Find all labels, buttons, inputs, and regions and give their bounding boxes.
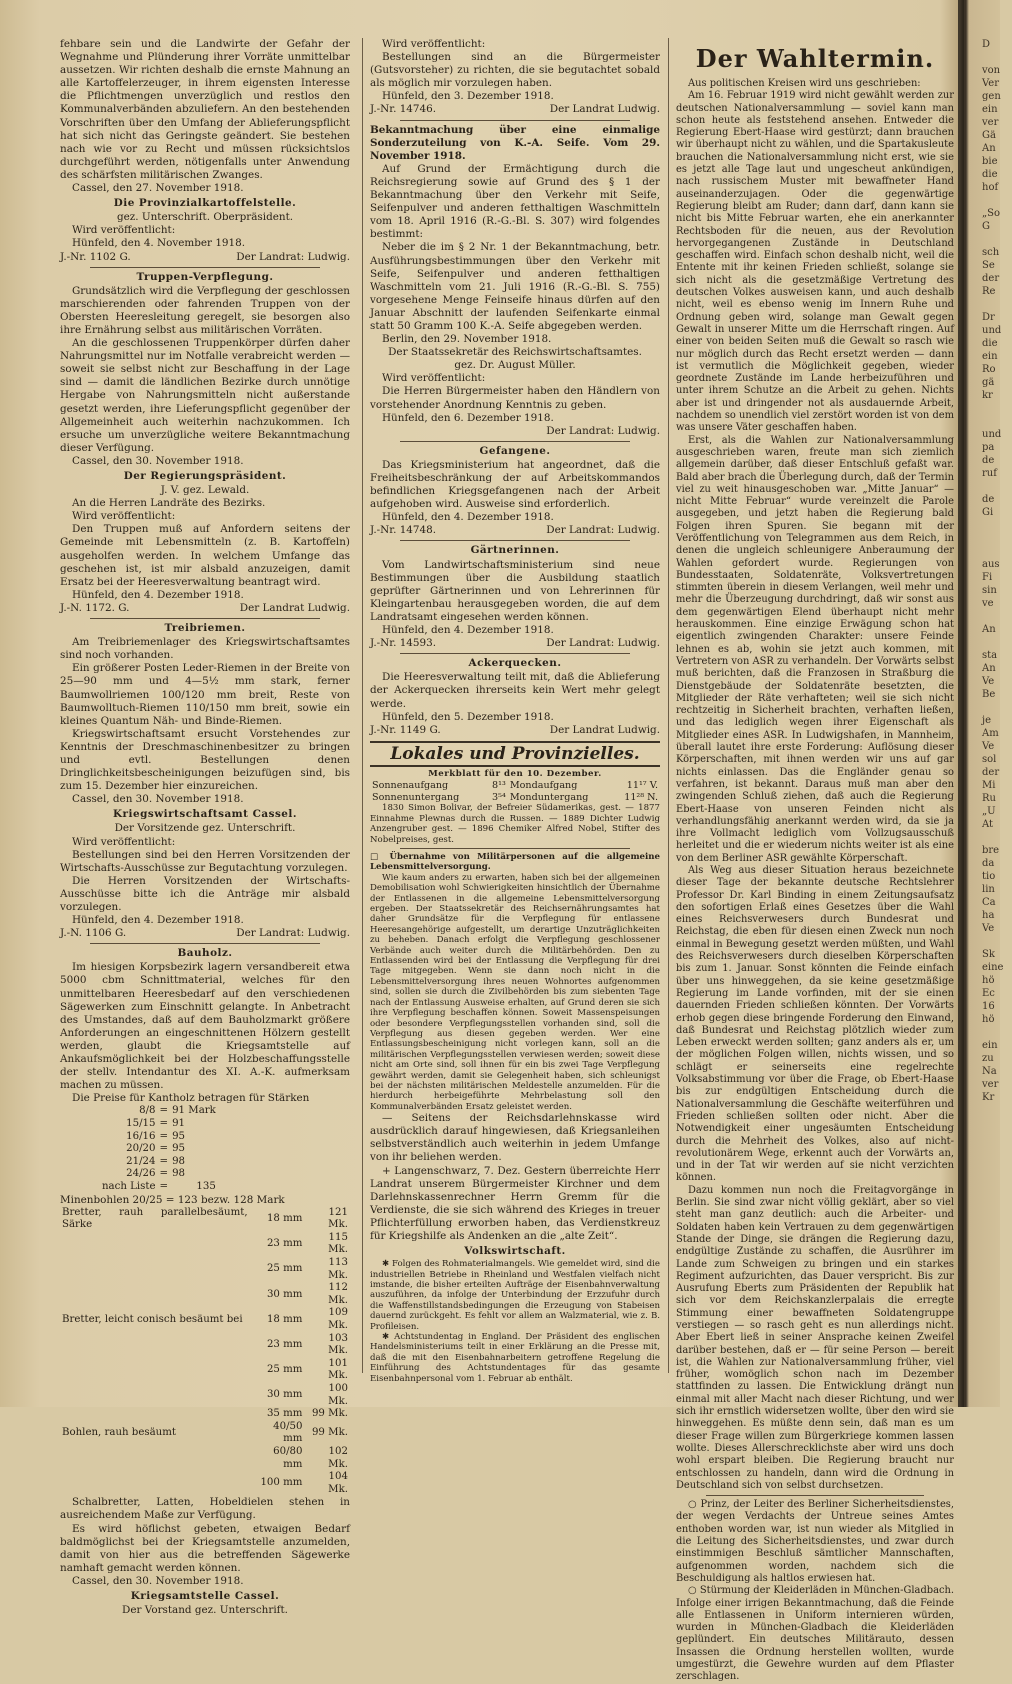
addressee: An die Herren Landräte des Bezirks. [72,497,266,510]
divider [400,653,630,654]
table-cell: 104 Mk. [328,1471,348,1495]
fragment-line: lin [982,884,995,895]
table-cell [60,1232,250,1257]
signature: Der Vorsitzende gez. Unterschrift. [114,822,296,835]
table-cell: 3⁵⁴ [492,791,506,803]
fragment-line: sta [982,650,998,661]
fragment-line: sol [982,754,997,765]
fragment-line: und [982,325,1002,336]
table-cell: = [159,1168,169,1180]
table-row [370,792,660,804]
table-row [100,1105,218,1118]
signature-line [370,724,660,737]
table-row [60,1333,350,1358]
fragment-line: die [982,338,998,349]
fragment-line: An [982,663,996,674]
section-banner: Lokales und Provinzielles. [370,741,660,767]
paragraph: Die Herren Vorsitzenden der Wirtschafts-Ausschüsse bitte ich die Anträge mir alsbald vorzulegen. [60,874,350,913]
org-name: Kriegsamtstelle Cassel. [130,1589,280,1602]
table-cell: 91 Mark [172,1105,216,1117]
table-cell: 25 mm [266,1364,303,1376]
table-cell: 100 mm [260,1477,303,1489]
table-cell: 25 mm [266,1263,303,1275]
fragment-line: „U [982,806,996,817]
signature: gez. Unterschrift. Oberpräsident. [116,211,294,224]
section-heading: Ackerquecken. [468,657,562,670]
fragment-line: Ec [982,988,995,999]
paragraph: An die geschlossenen Truppenkörper dürfen daher Nahrungsmittel nur im Notfalle verabreicht werden — soweit sie selbst nicht zur Beschaffung in der Lage sind — damit die ländlichen Bezirke durch unnötige Hergabe von Nahrungsmitteln nicht außerstande gesetzt werden, ihre Lieferungspflicht gegenüber der Allgemeinheit auch weiterhin nachzukommen. Ich ersuche um unverzügliche weitere Bekanntmachung dieser Verfügung. [60,337,350,454]
table-cell: 100 Mk. [328,1382,348,1407]
section-heading: Volkswirtschaft. [464,1245,566,1258]
fragment-line: tio [982,871,996,882]
fragment-line [982,532,1012,545]
paragraph: Wie kaum anders zu erwarten, haben sich bei der allgemeinen Demobilisation wohl Schwierigkeiten hinsichtlich der Übernahme der Entlassenen in die allgemeine Lebensmittelversorgung ergeben. Der Staatssekretär des Reichsernährungsamtes hat daher Grundsätze für die Verpflegung für entlassene Heeresangehörige aufgestellt, um derartige Unzuträglichkeiten zu beheben. Danach erfolgt die Verpflegung geschlossener Verbände auch weiter durch die Militärbehörden. Den zu Entlassenden wird bei der Entlassung die Verpflegung für drei Tage mitgegeben. Wenn sie dann noch nicht in die Lebensmittelversorgung ihres neuen Wohnortes aufgenommen sind, sollen sie durch die Zivilbehörden bis zum siebenten Tage nach der Entlassung Ausweise erhalten, auf Grund deren sie sich ihre Verpflegung beschaffen können. Soweit Massenspeisungen oder besondere Verpflegungsstellen vorhanden sind, soll die Verpflegung aus diesen gegeben werden. Wer eine Entlassungsbescheinigung nicht vorlegen kann, soll an die militärischen Verpflegungsstellen verwiesen werden; soweit diese nicht am Orte sind, soll ihnen für ein bis zwei Tage Verpflegung gewährt werden, damit sie Gelegenheit haben, sich schleunigst bei der nächsten militärischen Meldestelle anzumelden. Für die hierdurch herbeigeführte Mehrbelastung soll den Kommunalverbänden Ersatz geleistet werden. [370,872,660,1112]
paragraph: Die Heeresverwaltung teilt mit, daß die Ablieferung der Ackerquecken ihrerseits kein Wert mehr gelegt werde. [370,671,660,710]
table-row [60,1307,350,1332]
landrat-signature: Der Landrat Ludwig. [549,723,660,736]
org-name: Der Staatssekretär des Reichswirtschaftsamtes. [388,346,642,359]
table-cell: = [159,1143,169,1155]
table-cell: 60/80 mm [273,1445,303,1470]
astronomy-table [370,780,660,803]
fragment-line: Ro [982,364,996,375]
fragment-line: Ca [982,897,996,908]
section-heading: Gefangene. [479,444,551,457]
fragment-line: der [982,273,1000,284]
dateline: Hünfeld, den 4. November 1918. [72,237,246,250]
fragment-line: die [982,169,998,180]
org-name: Kriegswirtschaftsamt Cassel. [113,808,297,821]
section-heading: Treibriemen. [164,622,246,635]
column-1 [60,38,350,1617]
fragment-line: ver [982,117,999,128]
org-name: Die Provinzialkartoffelstelle. [113,197,297,210]
paragraph: Als Weg aus dieser Situation heraus bezeichnete dieser Tage der bekannte deutsche Rechtslehrer Professor Dr. Karl Binding in einem Zeitungsaufsatz den sofortigen Erlaß eines Gesetzes über die Wahl eines Reichsverwesers durch Bundesrat und Reichstag, die eben für diesen einen Zweck nun noch einmal in Bewegung gesetzt werden müßten, und Wahl des Reichsverwesers durch dieselben Körperschaften bis zum 1. Januar. Sonst könnten die Feinde einfach über uns hinweggehen, da sie keine gesetzmäßige Regierung im Lande vorfinden, mit der sie einen dauernden Frieden schließen könnten. Der Vorwärts erhob gegen diese bringende Forderung den Einwand, daß Bundesrat und Reichstag plötzlich wieder zum Leben erweckt werden sollten; ganz anders als er, um der möglichen Folgen willen, nichts wissen, und so schlägt er seinerseits eine regelrechte Volksabstimmung vor über die Frage, ob Ebert-Haase bis zur endgültigen Entscheidung durch die Nationalversammlung die Geschäfte weiterführen und Frieden schließen sollten oder nicht. Aber die Notwendigkeit einer ungesäumten Entscheidung durch die Mehrheit des Volkes, also auf nicht-revolutionärem Wege, erkennt auch der Vorwärts an, und in der Tat wir werden auf sie nicht verzichten können. [676,865,954,1184]
article-heading: □ Übernahme von Militärpersonen auf die allgemeine Lebensmittelversorgung. [370,852,660,873]
signature-line [370,637,660,650]
table-cell [60,1408,250,1421]
table-cell: 99 Mk. [311,1408,348,1420]
fragment-line [982,402,1012,415]
table-cell: 98 [172,1168,186,1180]
fragment-line [982,636,1012,649]
dateline: Hünfeld, den 4. Dezember 1918. [72,588,244,601]
paragraph: ✱ Achtstundentag in England. Der Präsident des englischen Handelsministeriums teilt in einer Erklärung an die Presse mit, daß die mit den Eisenbahnarbeitern getroffene Regelung die Einführung des Achtstundentages für das gesamte Eisenbahnpersonal vom 1. Februar ab enthält. [370,1332,660,1384]
table-cell [60,1383,250,1408]
paragraph: Neber die im § 2 Nr. 1 der Bekanntmachung, betr. Ausführungsbestimmungen über den Verkehr mit Seife, Seifenpulver und anderen fetthaltigen Waschmitteln vom 21. Juli 1916 (R.-G.-Bl. S. 755) vorgesehene Menge Feinseife hinaus dürfen auf den Januar Abschnitt der laufenden Seifenkarte einmal statt 50 Gramm 100 K.-A. Seife abgegeben werden. [370,241,660,332]
article-title: Der Wahltermin. [695,44,935,73]
section-heading: Gärtnerinnen. [470,544,560,557]
table-cell: 95 [172,1130,186,1142]
fragment-line: An [982,624,996,635]
price-table-bretter [60,1207,350,1497]
table-cell: 16/16 [126,1130,156,1142]
paragraph: ○ Stürmung der Kleiderläden in München-Gladbach. Infolge einer irrigen Bekanntmachung, daß die Feinde alle Entlassenen in Uniform internieren würden, wurden in München-Gladbach die Kleiderläden geplündert. Ein deutsches Militärauto, dessen Insassen die Ordnung herstellen wollten, wurde umgestürzt, die Gewehre wurden auf dem Pflaster zerschlagen. [676,1585,954,1683]
paragraph: Auf Grund der Ermächtigung durch die Reichsregierung sowie auf Grund des § 1 der Bekanntmachung über den Verkehr mit Seife, Seifenpulver und anderen fetthaltigen Waschmitteln vom 18. April 1916 (R.-G.-Bl. S. 307) wird folgendes bestimmt: [370,162,660,241]
table-row [60,1358,350,1383]
paragraph: Vom Landwirtschaftsministerium sind neue Bestimmungen über die Ausbildung staatlich geprüfter Gärtnerinnen und von Lehrerinnen für Kleingartenbau herausgegeben worden, die auf dem Landratsamt eingesehen werden können. [370,558,660,623]
section-heading: Bauholz. [177,947,233,960]
table-cell: 30 mm [266,1288,303,1300]
column-2 [370,38,660,1384]
table-cell: 40/50 mm [273,1420,303,1445]
dateline: Hünfeld, den 4. Dezember 1918. [72,914,244,927]
fragment-line: Na [982,1066,997,1077]
signature: Der Vorstand gez. Unterschrift. [122,1604,288,1617]
fragment-line: kr [982,390,993,401]
fragment-line: von [982,65,1001,76]
publication-note: Wird veröffentlicht: [382,372,486,385]
table-cell [60,1471,250,1496]
dateline: Hünfeld, den 4. Dezember 1918. [382,624,554,637]
table-cell: 35 mm [266,1408,303,1420]
table-cell: 121 Mk. [328,1206,348,1231]
fragment-line: je [982,715,992,726]
fragment-line: de [982,494,995,505]
journal-number: J.-Nr. 14746. [370,103,437,116]
journal-number: J.-Nr. 1102 G. [60,250,131,263]
fragment-line: Gi [982,507,994,518]
table-row [60,1471,350,1496]
table-cell: Bohlen, rauh besäumt [62,1427,176,1439]
table-cell: 99 Mk. [311,1427,348,1439]
table-cell: nach Liste [102,1180,156,1192]
dateline: Cassel, den 27. November 1918. [72,182,244,195]
fragment-line: ruf [982,468,997,479]
divider [400,540,630,541]
fragment-line: Ver [982,78,1000,89]
table-cell: 102 Mk. [328,1445,348,1470]
dateline: Cassel, den 30. November 1918. [72,1574,244,1587]
paragraph: Am 16. Februar 1919 wird nicht gewählt werden zur deutschen Nationalversammlung — soviel kann man schon heute als feststehend ansehen. Entweder die Regierung Ebert-Haase wird gestürzt; dann brauchen wir überhaupt nicht zu wählen, und die Spartakusleute brauchen die Nationalversammlung nicht erst, wie sie es jetzt alle Tage laut und ungescheut ankündigen, nach russischem Muster mit bewaffneter Hand auseinanderzujagen. Oder die gegenwärtige Regierung bleibt am Ruder; dann darf, dann kann sie nicht bis Mitte Februar warten, ehe ein anerkannter Rechtsboden für die neuen, aus der Revolution hervorgegangenen Zustände in Deutschland geschaffen wird. Einfach schon deshalb nicht, weil die Entente mit ihr keinen Frieden schließt, solange sie sich nicht als die gesetzmäßige Vertretung des deutschen Volkes ausweisen kann, und auch deshalb nicht, weil es ebenso wenig im Innern Ruhe und Ordnung geben wird, solange man Gewalt gegen Gewalt in unserer Mitte um die Herrschaft ringen. Auf einer von beiden Seiten muß die Gewalt so rasch wie nur möglich durch das Recht ersetzt werden — dann ist vermutlich die Möglichkeit gegeben, wieder geordnete Zustände im Lande herbeizuführen und unter ihrem Schutze an die Arbeit zu gehen. Nichts aber ist und dringender not als ausdauernde Arbeit, nachdem so unendlich viel zerstört worden ist von dem was unsere Väter geschaffen haben. [676,90,954,434]
table-cell [60,1358,250,1383]
fragment-line: ein [982,104,998,115]
paragraph: Ein größerer Posten Leder-Riemen in der Breite von 25—90 mm und 4—5½ mm stark, ferner Baumwollriemen 100/120 mm breit, Reste von Baumwolltuch-Riemen 110/150 mm breit, sowie ein kleines Quantum Näh- und Binde-Riemen. [60,662,350,727]
table-cell: 135 [196,1180,216,1192]
publication-note: Wird veröffentlicht: [72,510,176,523]
section-heading: Truppen-Verpflegung. [136,270,274,283]
fragment-line [982,415,1012,428]
subheading: Merkblatt für den 10. Dezember. [428,768,602,779]
landrat-signature: Der Landrat: Ludwig. [236,250,350,263]
divider [90,943,320,944]
fragment-line: ha [982,910,995,921]
paragraph: ✱ Folgen des Rohmaterialmangels. Wie gemeldet wird, sind die industriellen Betriebe in Rheinland und Westfalen vielfach nicht imstande, die bisher erteilten Aufträge der Eisenbahnverwaltung auszuführen, da infolge der Unterbindung der Erzzufuhr durch die Waffenstillstandsbedingungen die Erzeugung von Stabeisen dauernd zurückgeht. Es fehlt vor allem an Walzmaterial, wie z. B. Profileisen. [370,1259,660,1332]
table-cell: Monduntergang [509,791,589,803]
signature-line [370,103,660,116]
journal-number: J.-N. 1106 G. [60,927,127,940]
table-row [370,780,660,792]
table-cell: = [159,1118,169,1129]
fragment-line: Mi [982,780,996,791]
fragment-line: ein [982,1040,998,1051]
table-cell: 18 mm [266,1313,303,1325]
table-cell: = [159,1105,169,1117]
fragment-line: Gä [982,130,996,141]
paragraph: Bestellungen sind bei den Herren Vorsitzenden der Wirtschafts-Ausschüsse zur Begutachtung vorzulegen. [60,848,350,874]
fragment-line [982,480,1012,493]
signature-line [60,927,350,940]
fragment-line: hof [982,182,999,193]
fragment-line: „So [982,208,1001,219]
signature-line [60,251,350,264]
table-cell: 98 [172,1155,186,1167]
paragraph: Bestellungen sind an die Bürgermeister (Gutsvorsteher) zu richten, die sie begutachtet sobald als möglich mir vorzulegen haben. [370,51,660,90]
table-row [100,1118,218,1131]
fragment-line: Dr [982,312,995,323]
table-cell [60,1257,250,1282]
journal-number: J.-Nr. 1149 G. [370,723,441,736]
table-cell: 23 mm [266,1238,303,1250]
column-rule [362,38,363,1373]
table-cell [60,1333,250,1358]
divider [706,1495,924,1496]
fragment-line: zu [982,1053,994,1064]
table-cell: 8¹³ [492,780,506,792]
fragment-line [982,935,1012,948]
fragment-line: bie [982,156,998,167]
byline: Aus politischen Kreisen wird uns geschrieben: [688,78,921,89]
fragment-line [982,610,1012,623]
fragment-line: ve [982,598,994,609]
paragraph: 1830 Simon Bolivar, der Befreier Südamerikas, gest. — 1877 Einnahme Plewnas durch die Russen. — 1889 Dichter Ludwig Anzengruber gest. — 1896 Chemiker Alfred Nobel, Stifter des Nobelpreises, gest. [370,803,660,845]
table-cell: 103 Mk. [328,1332,348,1357]
landrat-signature: Der Landrat Ludwig. [239,601,350,614]
signature-line [370,524,660,537]
divider [400,848,630,849]
fragment-line: G [982,221,990,232]
table-cell: 113 Mk. [328,1257,348,1281]
table-cell: 18 mm [266,1212,303,1224]
landrat-signature: Der Landrat: Ludwig. [546,637,660,650]
fragment-line: Be [982,689,996,700]
table-row [100,1181,218,1194]
table-row [60,1207,350,1232]
fragment-line: und [982,429,1002,440]
fragment-line [982,1026,1012,1039]
fragment-line [982,51,1012,64]
paragraph: Minenbohlen 20/25 = 123 bezw. 128 Mark [60,1193,285,1206]
fragment-line: hö [982,975,995,986]
paragraph: — Seitens der Reichsdarlehnskasse wird ausdrücklich darauf hingewiesen, daß Kriegsanleihen selbstverständlich auch weiterhin in jedem Umfange von ihr beliehen werden. [370,1112,660,1164]
table-cell: 112 Mk. [328,1282,348,1306]
column-3 [676,38,954,1684]
column-rule [668,38,669,1373]
paragraph: Das Kriegsministerium hat angeordnet, daß die Freiheitsbeschränkung der auf Arbeitskommandos befindlichen Kriegsgefangenen nach der Arbeit aufgehoben wird. Ausweise sind erforderlich. [370,458,660,511]
dateline: Hünfeld, den 5. Dezember 1918. [382,710,554,723]
fragment-line [982,545,1012,558]
fragment-line: Ru [982,793,996,804]
table-cell: Mondaufgang [509,780,578,792]
publication-note: Wird veröffentlicht: [382,38,486,50]
fragment-line: Sk [982,949,995,960]
fragment-line: ver [982,1079,999,1090]
table-cell: 20/20 [126,1143,156,1155]
table-cell: = [159,1130,169,1142]
fragment-line: der [982,767,1000,778]
dateline: Cassel, den 30. November 1918. [72,793,244,806]
table-cell: = [159,1180,169,1192]
table-cell: 115 Mk. [328,1231,348,1256]
journal-number: J.-N. 1172. G. [60,601,130,614]
table-cell: 21/24 [126,1155,156,1167]
table-cell: 23 mm [266,1338,303,1350]
fragment-line: Re [982,286,996,297]
dateline: Cassel, den 30. November 1918. [72,454,244,467]
fragment-line: At [982,819,994,830]
paragraph: Schalbretter, Latten, Hobeldielen stehen in ausreichendem Maße zur Verfügung. [60,1496,350,1522]
fragment-line: Se [982,260,995,271]
fragment-line: ein [982,351,998,362]
landrat-signature: Der Landrat Ludwig. [549,103,660,116]
fragment-line: D [982,39,991,50]
paragraph: fehbare sein und die Landwirte der Gefahr der Wegnahme und Plünderung ihrer Vorräte unmittelbar aussetzen. Wir richten deshalb die ernste Mahnung an alle Kartoffelerzeuger, in ihrem eigensten Interesse die Pflichtmengen unverzüglich und restlos den Kommunalverbänden abzuliefern. An den bestehenden Vorschriften über den Umfang der Ablieferungspflicht hat sich nicht das Geringste geändert. Sie bestehen nach wie vor zu Recht und müssen rücksichtslos durchgeführt werden, nötigenfalls unter Anwendung des schärfsten militärischen Zwanges. [60,38,350,181]
table-row [100,1168,218,1181]
paragraph: Am Treibriemenlager des Kriegswirtschaftsamtes sind noch vorhanden. [60,636,350,662]
dateline: Hünfeld, den 3. Dezember 1918. [382,90,554,103]
table-cell: 30 mm [266,1389,303,1401]
page-fold-shadow [958,0,964,1407]
table-cell: Bretter, leicht conisch besäumt bei [62,1313,243,1325]
divider [400,120,630,121]
divider [400,441,630,442]
divider [90,618,320,619]
table-cell: Bretter, rauh parallelbesäumt, Särke [62,1206,248,1231]
fragment-line [982,233,1012,246]
table-row [60,1232,350,1257]
paragraph: Grundsätzlich wird die Verpflegung der geschlossen marschierenden oder fahrenden Truppen von der Obersten Heeresleitung geregelt, sie besorgen also ihre Ernährung selbst aus militärischen Vorräten. [60,284,350,336]
table-row [60,1421,350,1446]
signature: J. V. gez. Lewald. [160,484,250,497]
landrat-signature: Der Landrat: Ludwig. [236,927,350,940]
paragraph: Im hiesigen Korpsbezirk lagern versandbereit etwa 5000 cbm Schnittmaterial, welches für den unmittelbaren Heeresbedarf auf den verschiedenen Sägewerken zum Einschnitt gelangte. In Anbetracht des Umstandes, daß auf dem Bauholzmarkt größere Anforderungen an eingeschnittenen Hölzern gestellt werden, glaubt die Kriegsamtstelle auf Ankaufsmöglichkeit bei der Holzbeschaffungsstelle der stellv. Intendantur des XI. A.-K. aufmerksam machen zu müssen. [60,961,350,1092]
table-row [60,1282,350,1307]
table-cell: 11²⁸ N. [624,791,658,803]
landrat-signature: Der Landrat: Ludwig. [546,524,660,537]
org-name: Der Regierungspräsident. [123,470,287,482]
table-cell [60,1282,250,1307]
table-cell: 8/8 [139,1105,156,1117]
fragment-line: de [982,455,995,466]
section-heading: Bekanntmachung über eine einmalige Sonderzuteilung von K.-A. Seife. Vom 29. November 1918. [370,123,660,162]
fragment-line: eine [982,962,1004,973]
signature: gez. Dr. August Müller. [454,359,576,372]
table-cell: 95 [172,1143,186,1155]
paragraph: Dazu kommen nun noch die Freitagvorgänge in Berlin. Sie sind zwar nicht völlig geklärt, aber so viel steht man ganz deutlich: auch die Arbeiter- und Soldaten haben kein Vertrauen zu dem gegenwärtigen Stande der Dinge, sie drängen die Regierung dazu, endgültige Zustände zu schaffen, die Ausrührer im Lande zum Schweigen zu bringen und ein starkes Regiment aufzurichten, das Dauer verspricht. Bis zur Ausrufung Eberts zum Präsidenten der Republik hat sich vor dem Reichskanzlerpalais die erregte Stimmung einer bewaffneten Soldatengruppe verstiegen — so rasch geht es nun allerdings nicht. Aber Ebert ließ in seiner Ansprache keinen Zweifel darüber bestehen, daß er — für seine Person — bereit ist, die Wahlen zur Nationalversammlung früher, viel früher, womöglich schon nach im Dezember stattfinden zu lassen. Die Entwicklung drängt nun einmal mit aller Macht nach dieser Richtung, und wer sich ihr ernstlich widersetzen wollte, über den wird sie hinweggehen. Es müßte denn sein, daß man es um dieser Frage willen zum Bürgerkriege kommen lassen wollte. Dieses Allerschrecklichste aber wird uns doch wohl erspart bleiben. Die Regierung braucht nur entschlossen zu handeln, dann wird die Ordnung in Deutschland sich von selbst durchsetzen. [676,1184,954,1491]
paragraph: Kriegswirtschaftsamt ersucht Vorstehendes zur Kenntnis der Dreschmaschinenbesitzer zu bringen und evtl. Bestellungen denen Dringlichkeitsbescheinigungen beizufügen sind, bis zum 15. Dezember hier einzureichen. [60,727,350,793]
divider [90,267,320,268]
dateline: Hünfeld, den 4. Dezember 1918. [382,511,554,524]
paragraph: + Langenschwarz, 7. Dez. Gestern überreichte Herr Landrat unserem Bürgermeister Kirchner und dem Darlehnskassenrechner Herrn Gremm für die Verdienste, die sie sich während des Krieges in treuer Pflichterfüllung erworben haben, das Verdienstkreuz für Kriegshilfe als Andenken an die „alte Zeit“. [370,1164,660,1242]
table-cell: Sonnenaufgang [372,780,449,792]
fragment-line: bre [982,845,1000,856]
table-cell: 91 [172,1118,186,1129]
publication-note: Wird veröffentlicht: [72,224,176,237]
journal-number: J.-Nr. 14748. [370,524,437,537]
fragment-line: Kr [982,1092,995,1103]
fragment-line: sin [982,585,997,596]
paragraph: ○ Prinz, der Leiter des Berliner Sicherheitsdienstes, der wegen Verdachts der Untreue seines Amtes enthoben worden war, ist nun wieder als Mitglied in die Leitung des Sicherheitsdienstes, und zwar durch einstimmigen Beschluß sämtlicher Mannschaften, aufgenommen worden, nachdem sich die Beschuldigung als haltlos erwiesen hat. [676,1499,954,1584]
fragment-line: aus [982,559,1000,570]
table-row [60,1446,350,1471]
fragment-line: gen [982,91,1001,102]
fragment-line: Ve [982,741,995,752]
table-row [100,1143,218,1156]
fragment-line: 16 [982,1001,995,1012]
fragment-line: Ve [982,676,995,687]
dateline: Hünfeld, den 6. Dezember 1918. [382,411,554,424]
fragment-line [982,194,1012,207]
fragment-line: An [982,143,996,154]
table-cell: 101 Mk. [328,1357,348,1382]
journal-number: J.-Nr. 14593. [370,637,437,650]
fragment-line: da [982,858,995,869]
fragment-line: sch [982,247,1000,258]
paragraph: Es wird höflichst gebeten, etwaigen Bedarf baldmöglichst bei der Kriegsamtstelle anzumelden, damit von hier aus die betreffenden Sägewerke namhaft gemacht werden können. [60,1522,350,1574]
publication-note: Wird veröffentlicht: [72,835,176,848]
table-cell: = [159,1155,169,1167]
table-cell: 11¹⁷ V. [626,780,658,792]
fragment-line: Am [982,728,999,739]
fragment-line: pa [982,442,995,453]
paragraph: Erst, als die Wahlen zur Nationalversammlung ausgeschrieben waren, freute man sich ziemlich allgemein darüber, daß dieser Entschluß gefaßt war. Bald aber brach die Überlegung durch, daß der Termin viel zu weit hinausgeschoben war. „Mitte Januar“ — nicht Mitte Februar“ wurde vereinzelt die Parole ausgegeben, und jetzt haben die Regierung bald Folgen ihren Spuren. Sie begann mit der Veröffentlichung von Telegrammen aus dem Reich, in denen die ungleich schleunigere Anberaumung der Wahlen gefordert wurde. Regierungen von Bundesstaaten, Soldatenräte, Volksvertretungen stimmten überein in diesem Verlangen, weil mehr und mehr die Überzeugung durchdringt, daß wir sonst aus dem gegenwärtigen Elend überhaupt nicht mehr herauskommen. Eine einzige Erwägung schon hat eigentlich zwingenden Charakter: unsere Feinde lehnen es ab, wohin sie jetzt auch kommen, mit Vertretern von ASR zu verhandeln. Der Vorwärts selbst muß berichten, daß die Franzosen in Straßburg die Dienstgebäude der Soldatenräte besetzten, die Mitglieder der Räte verhafteten; weil sie sich nicht rechtzeitig in Sicherheit brachten, verhaften ließen, und das lediglich wegen ihrer Eigenschaft als Mitglieder eines ASR. In Ludwigshafen, in Mannheim, überall lautet ihre erste Forderung: Auflösung dieser Körperschaften, mit ihnen werden wir uns auf gar nichts einlassen. Das die Engländer genau so verfahren, ist bekannt. Daraus muß man aber den zwingenden Schluß ziehen, daß auch die Regierung Ebert-Haase von unseren Feinden nicht als verhandlungsfähig anerkannt werden wird, da sie ja ihre Vollmacht lediglich vom Vollzugsausschuß herleitet und die er wiederum nichts weiter ist als eine von dem Berliner ASR gewählte Körperschaft. [676,434,954,864]
table-cell: 24/26 [126,1168,156,1180]
signature-line [60,602,350,615]
table-cell: Sonnenuntergang [372,791,460,803]
fragment-line: gä [982,377,995,388]
fragment-line [982,298,1012,311]
fragment-line [982,831,1012,844]
table-row [100,1131,218,1144]
table-row [60,1383,350,1408]
table-row [100,1156,218,1169]
table-cell [60,1446,250,1471]
fragment-line [982,519,1012,532]
table-row [60,1257,350,1282]
landrat-signature: Der Landrat: Ludwig. [546,424,660,437]
paragraph: Den Truppen muß auf Anfordern seitens der Gemeinde mit Lebensmitteln (z. B. Kartoffeln) ausgeholfen werden. In welchem Umfange das geschehen ist, ist mir alsbald anzuzeigen, damit Ersatz bei der Heeresverwaltung beantragt wird. [60,523,350,588]
fragment-line: hö [982,1014,995,1025]
fragment-line [982,701,1012,714]
fragment-line: Ve [982,923,995,934]
table-cell: 109 Mk. [328,1307,348,1331]
table-row [60,1408,350,1421]
paragraph: Die Preise für Kantholz betragen für Stärken [72,1092,310,1105]
next-page-fragment [982,38,1012,1104]
table-cell: 15/15 [126,1118,156,1129]
price-table-kantholz [100,1105,218,1193]
fragment-line: Fi [982,572,993,583]
paragraph: Die Herren Bürgermeister haben den Händlern von vorstehender Anordnung Kenntnis zu geben. [370,385,660,411]
dateline: Berlin, den 29. November 1918. [382,333,552,346]
